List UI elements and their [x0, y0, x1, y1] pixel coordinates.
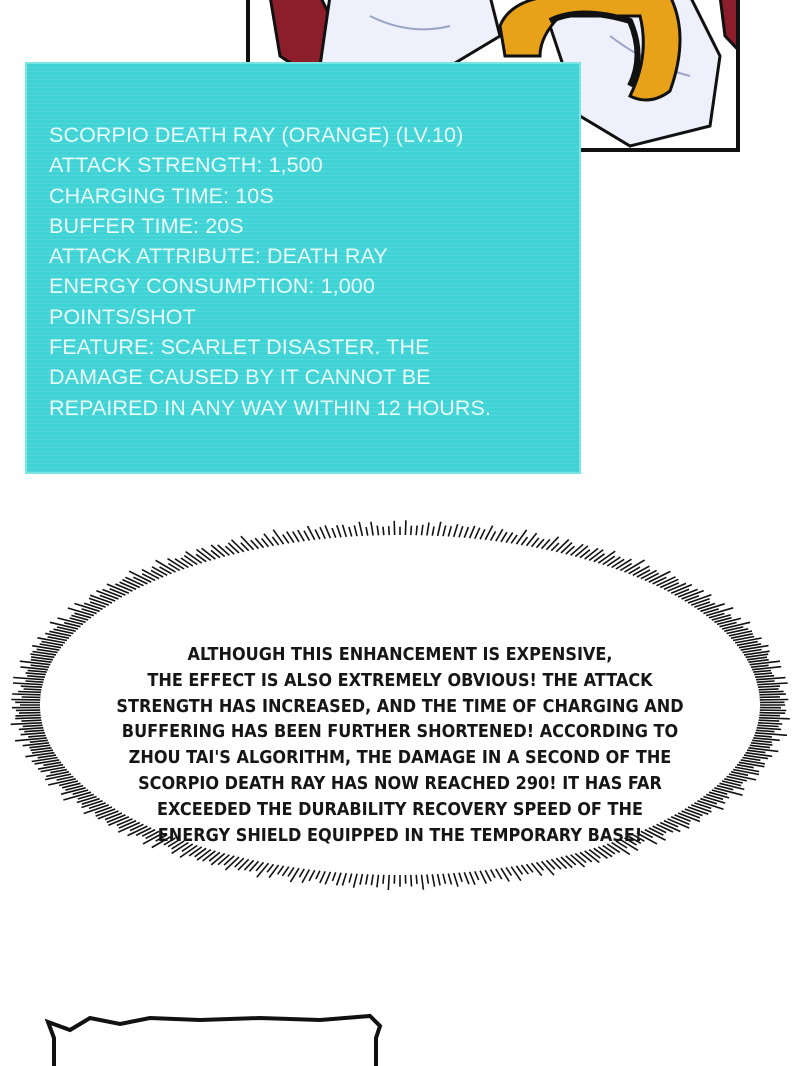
weapon-info-box — [25, 62, 581, 474]
bubble-spike — [521, 537, 527, 545]
bubble-spike — [664, 583, 679, 590]
bubble-spike — [298, 530, 304, 541]
bubble-spike — [612, 559, 625, 567]
bubble-spike — [211, 854, 225, 865]
bubble-spike — [422, 875, 424, 890]
bubble-spike — [491, 870, 496, 878]
bubble-spike — [470, 872, 475, 885]
bubble-spike — [349, 527, 352, 537]
bubble-spike — [278, 866, 284, 874]
bubble-spike — [760, 713, 786, 714]
bubble-spike — [377, 875, 379, 888]
bubble-spike — [511, 535, 517, 543]
bubble-spike — [759, 689, 779, 690]
bubble-line: ZHOU TAI'S ALGORITHM, THE DAMAGE IN A SECOND OF THE — [128, 748, 672, 769]
bubble-spike — [516, 530, 526, 544]
bubble-spike — [325, 525, 330, 538]
bubble-spike — [225, 857, 239, 870]
bubble-spike — [546, 537, 558, 550]
bubble-spike — [532, 863, 542, 875]
bubble-spike — [389, 526, 390, 535]
bubble-spike — [637, 570, 650, 577]
bubble-spike — [411, 875, 412, 887]
bubble-spike — [325, 872, 330, 885]
info-attack-attribute: ATTACK ATTRIBUTE: DEATH RAY — [49, 244, 388, 269]
bubble-spike — [152, 567, 167, 576]
info-energy-consumption: ENERGY CONSUMPTION: 1,000 — [49, 274, 375, 299]
bubble-spike — [757, 725, 778, 726]
comic-panel-bottom — [40, 1010, 400, 1066]
bubble-spike — [756, 678, 786, 680]
bubble-spike — [383, 875, 384, 884]
bubble-spike — [759, 720, 780, 721]
bubble-spike — [561, 857, 572, 868]
bubble-line: ENERGY SHIELD EQUIPPED IN THE TEMPORARY BASE! — [157, 825, 643, 846]
bubble-spike — [432, 527, 434, 536]
bubble-spike — [343, 525, 347, 537]
bubble-spike — [443, 525, 446, 536]
info-feature-cont-2: REPAIRED IN ANY WAY WITHIN 12 HOURS. — [49, 395, 492, 420]
bubble-spike — [15, 718, 41, 719]
bubble-spike — [571, 855, 585, 867]
bubble-spike — [641, 570, 657, 578]
bubble-spike — [320, 871, 325, 883]
bubble-spike — [337, 873, 341, 886]
bubble-spike — [110, 589, 126, 595]
bubble-spike — [316, 871, 320, 879]
bubble-spike — [432, 874, 434, 886]
bubble-spike — [759, 694, 786, 695]
bubble-spike — [273, 530, 283, 544]
bubble-spike — [580, 852, 592, 862]
bubble-spike — [238, 859, 249, 870]
bubble-spike — [359, 522, 362, 536]
bubble-spike — [438, 874, 441, 885]
bubble-spike — [758, 723, 782, 724]
bubble-spike — [571, 544, 584, 555]
bubble-spike — [758, 686, 780, 687]
thought-bubble-text — [40, 643, 760, 849]
bubble-spike — [115, 584, 132, 591]
bubble-spike — [133, 577, 147, 584]
info-feature-cont-1: DAMAGE CAUSED BY IT CANNOT BE — [49, 365, 431, 390]
bubble-spike — [377, 526, 378, 536]
bubble-spike — [411, 526, 412, 535]
bubble-spike — [21, 686, 42, 687]
bubble-spike — [485, 870, 491, 881]
bubble-spike — [371, 875, 373, 886]
bubble-spike — [354, 525, 357, 536]
bubble-spike — [320, 527, 325, 539]
bubble-spike — [480, 529, 485, 539]
bubble-line: STRENGTH HAS INCREASED, AND THE TIME OF CHARGING AND — [116, 696, 684, 717]
bubble-spike — [332, 872, 335, 881]
bubble-spike — [12, 694, 40, 695]
bubble-spike — [232, 540, 244, 552]
bubble-spike — [299, 869, 304, 877]
bubble-spike — [21, 720, 41, 721]
bubble-spike — [585, 548, 599, 559]
bubble-line: THE EFFECT IS ALSO EXTREMELY OBVIOUS! THE ATTACK — [147, 670, 653, 691]
bubble-spike — [184, 556, 197, 565]
bubble-spike — [448, 874, 451, 885]
bubble-spike — [501, 532, 507, 542]
bubble-spike — [383, 527, 384, 536]
bubble-spike — [293, 532, 299, 542]
bubble-spike — [464, 527, 468, 538]
bubble-spike — [405, 520, 406, 535]
bubble-spike — [475, 528, 480, 539]
bubble-spike — [506, 867, 511, 875]
info-charging-time: CHARGING TIME: 10S — [49, 183, 274, 208]
bubble-spike — [561, 543, 572, 553]
bubble-spike — [556, 540, 569, 552]
bubble-spike — [11, 723, 42, 725]
bubble-spike — [480, 871, 486, 884]
bubble-spike — [18, 692, 41, 693]
bubble-spike — [759, 691, 784, 692]
bubble-line: EXCEEDED THE DURABILITY RECOVERY SPEED OF THE — [157, 799, 643, 820]
bubble-spike — [427, 523, 429, 536]
bubble-spike — [272, 537, 278, 545]
bubble-spike — [527, 864, 533, 872]
bubble-spike — [416, 526, 417, 536]
bubble-spike — [218, 545, 230, 555]
bubble-spike — [443, 874, 446, 884]
bubble-spike — [181, 558, 193, 566]
bubble-spike — [241, 536, 254, 550]
bubble-spike — [267, 864, 273, 872]
bubble-line: BUFFERING HAS BEEN FURTHER SHORTENED! ACCORDING TO — [121, 722, 679, 743]
bubble-line: SCORPIO DEATH RAY HAS NOW REACHED 290! IT HAS FAR — [138, 773, 662, 794]
bubble-spike — [349, 874, 352, 883]
bubble-spike — [757, 728, 781, 730]
info-attack-strength: ATTACK STRENGTH: 1,500 — [49, 153, 323, 178]
bubble-spike — [120, 582, 137, 589]
bubble-spike — [197, 550, 211, 561]
bubble-spike — [459, 873, 462, 882]
bubble-spike — [475, 871, 479, 880]
bubble-spike — [759, 718, 790, 719]
bubble-spike — [175, 559, 188, 568]
bubble-spike — [760, 697, 780, 698]
info-feature: FEATURE: SCARLET DISASTER. THE — [49, 335, 430, 360]
bubble-spike — [15, 715, 40, 716]
bubble-spike — [516, 866, 522, 875]
info-buffer-time: BUFFER TIME: 20S — [49, 213, 244, 238]
bubble-spike — [759, 715, 780, 716]
bubble-spike — [427, 875, 429, 884]
bubble-spike — [422, 525, 423, 536]
bubble-spike — [371, 522, 373, 536]
bubble-spike — [645, 573, 659, 580]
bubble-spike — [315, 530, 320, 540]
bubble-spike — [218, 855, 229, 865]
bubble-spike — [491, 531, 496, 540]
info-energy-consumption-cont: POINTS/SHOT — [49, 304, 196, 329]
bubble-spike — [438, 522, 441, 536]
bubble-spike — [366, 527, 368, 536]
bubble-spike — [309, 870, 315, 881]
bubble-spike — [288, 867, 294, 876]
bubble-spike — [283, 535, 289, 544]
bubble-spike — [527, 533, 537, 546]
bubble-spike — [454, 873, 458, 887]
bubble-spike — [342, 873, 346, 885]
bubble-spike — [337, 525, 341, 537]
bubble-spike — [228, 543, 239, 553]
bubble-spike — [332, 528, 336, 538]
bubble-spike — [304, 531, 309, 541]
bubble-spike — [13, 683, 43, 685]
bubble-spike — [691, 599, 709, 605]
bubble-spike — [282, 867, 288, 876]
bubble-spike — [757, 683, 787, 685]
bubble-spike — [603, 556, 615, 564]
bubble-line: ALTHOUGH THIS ENHANCEMENT IS EXPENSIVE, — [187, 645, 613, 665]
bubble-spike — [459, 526, 463, 537]
bubble-spike — [589, 550, 603, 561]
bubble-spike — [470, 526, 475, 538]
bubble-spike — [257, 863, 269, 877]
bubble-spike — [388, 875, 389, 890]
bubble-spike — [84, 603, 103, 609]
bubble-spike — [506, 533, 513, 543]
bubble-spike — [454, 524, 458, 537]
bubble-spike — [575, 546, 588, 557]
bubble-spike — [195, 848, 207, 857]
info-title: SCORPIO DEATH RAY (ORANGE) (LV.10) — [49, 123, 464, 147]
bubble-spike — [594, 848, 608, 858]
bubble-spike — [211, 545, 225, 557]
bubble-spike — [19, 713, 40, 714]
bubble-spike — [197, 850, 211, 861]
bubble-spike — [542, 861, 555, 875]
bubble-spike — [366, 874, 368, 884]
bubble-spike — [360, 874, 362, 885]
bubble-spike — [496, 869, 502, 879]
bubble-spike — [416, 875, 417, 884]
bubble-spike — [354, 874, 358, 888]
bubble-spike — [448, 526, 451, 536]
bubble-spike — [607, 557, 620, 566]
bubble-spike — [464, 872, 469, 884]
bubble-spike — [202, 548, 216, 559]
bubble-spike — [24, 689, 42, 690]
bubble-spike — [203, 851, 216, 861]
